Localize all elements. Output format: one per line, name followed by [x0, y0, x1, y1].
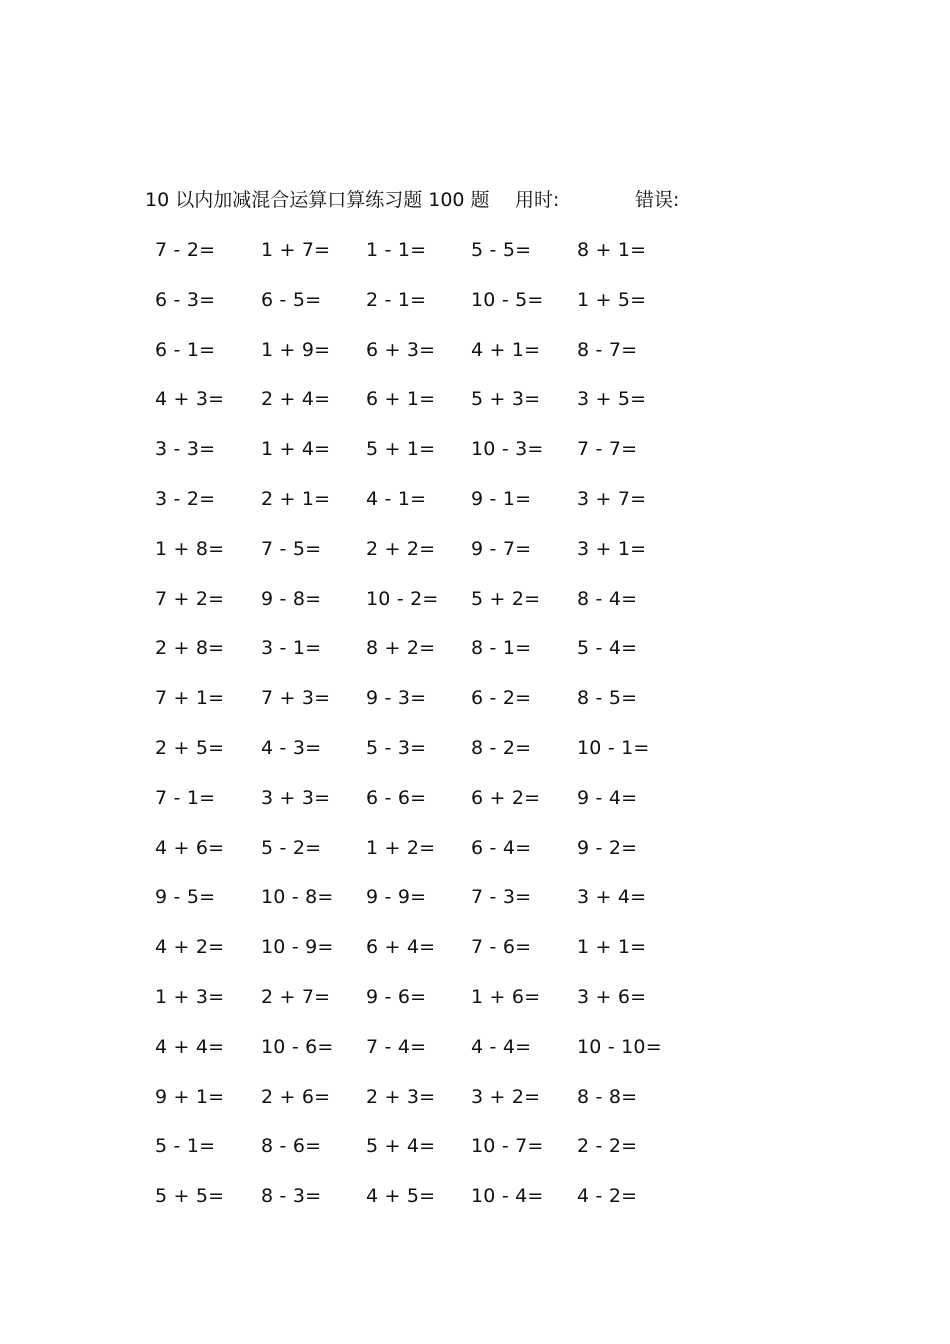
arithmetic-problem: 10 - 2= — [366, 587, 439, 610]
arithmetic-problem: 4 - 3= — [261, 736, 322, 759]
arithmetic-problem: 7 - 6= — [471, 936, 532, 959]
arithmetic-problem: 7 - 7= — [577, 438, 638, 461]
problem-grid — [145, 236, 705, 1232]
arithmetic-problem: 5 + 1= — [366, 438, 436, 461]
arithmetic-problem: 2 + 4= — [261, 388, 331, 411]
arithmetic-problem: 9 - 2= — [577, 836, 638, 859]
arithmetic-problem: 2 - 1= — [366, 288, 427, 311]
arithmetic-problem: 3 + 3= — [261, 786, 331, 809]
arithmetic-problem: 4 + 6= — [155, 836, 225, 859]
problem-row — [145, 1033, 705, 1083]
arithmetic-problem: 6 + 1= — [366, 388, 436, 411]
problem-row — [145, 634, 705, 684]
arithmetic-problem: 3 - 3= — [155, 438, 216, 461]
arithmetic-problem: 5 + 3= — [471, 388, 541, 411]
arithmetic-problem: 1 - 1= — [366, 239, 427, 261]
arithmetic-problem: 2 - 2= — [577, 1135, 638, 1158]
problem-row — [145, 286, 705, 336]
arithmetic-problem: 5 - 3= — [366, 736, 427, 759]
arithmetic-problem: 5 + 2= — [471, 587, 541, 610]
problem-row — [145, 933, 705, 983]
arithmetic-problem: 1 + 5= — [577, 288, 647, 311]
arithmetic-problem: 10 - 6= — [261, 1035, 334, 1058]
arithmetic-problem: 7 + 2= — [155, 587, 225, 610]
problem-row — [145, 834, 705, 884]
worksheet-title: 10 以内加减混合运算口算练习题 100 题 — [145, 189, 490, 211]
arithmetic-problem: 9 - 3= — [366, 687, 427, 710]
error-count-label: 错误: — [635, 189, 680, 211]
arithmetic-problem: 5 - 2= — [261, 836, 322, 859]
arithmetic-problem: 7 - 4= — [366, 1035, 427, 1058]
arithmetic-problem: 2 + 1= — [261, 487, 331, 510]
arithmetic-problem: 7 + 3= — [261, 687, 331, 710]
arithmetic-problem: 6 - 4= — [471, 836, 532, 859]
arithmetic-problem: 3 - 1= — [261, 637, 322, 660]
arithmetic-problem: 9 - 7= — [471, 537, 532, 560]
problem-row — [145, 883, 705, 933]
arithmetic-problem: 1 + 6= — [471, 985, 541, 1008]
arithmetic-problem: 1 + 9= — [261, 338, 331, 361]
arithmetic-problem: 6 - 1= — [155, 338, 216, 361]
arithmetic-problem: 4 - 1= — [366, 487, 427, 510]
arithmetic-problem: 9 - 6= — [366, 985, 427, 1008]
arithmetic-problem: 7 - 2= — [155, 239, 216, 261]
arithmetic-problem: 6 - 5= — [261, 288, 322, 311]
arithmetic-problem: 3 + 2= — [471, 1085, 541, 1108]
problem-row — [145, 485, 705, 535]
arithmetic-problem: 9 - 4= — [577, 786, 638, 809]
arithmetic-problem: 8 - 3= — [261, 1185, 322, 1208]
arithmetic-problem: 5 - 1= — [155, 1135, 216, 1158]
arithmetic-problem: 7 + 1= — [155, 687, 225, 710]
arithmetic-problem: 10 - 7= — [471, 1135, 544, 1158]
arithmetic-problem: 1 + 3= — [155, 985, 225, 1008]
arithmetic-problem: 8 - 1= — [471, 637, 532, 660]
arithmetic-problem: 4 + 1= — [471, 338, 541, 361]
arithmetic-problem: 8 - 4= — [577, 587, 638, 610]
problem-row — [145, 1083, 705, 1133]
arithmetic-problem: 9 - 9= — [366, 886, 427, 909]
arithmetic-problem: 3 + 6= — [577, 985, 647, 1008]
arithmetic-problem: 6 + 4= — [366, 936, 436, 959]
arithmetic-problem: 10 - 3= — [471, 438, 544, 461]
arithmetic-problem: 6 - 6= — [366, 786, 427, 809]
arithmetic-problem: 7 - 3= — [471, 886, 532, 909]
arithmetic-problem: 1 + 8= — [155, 537, 225, 560]
arithmetic-problem: 1 + 4= — [261, 438, 331, 461]
arithmetic-problem: 3 + 4= — [577, 886, 647, 909]
arithmetic-problem: 6 - 2= — [471, 687, 532, 710]
problem-row — [145, 336, 705, 386]
arithmetic-problem: 10 - 10= — [577, 1035, 662, 1058]
problem-row — [145, 385, 705, 435]
problem-row — [145, 1132, 705, 1182]
arithmetic-problem: 8 - 6= — [261, 1135, 322, 1158]
arithmetic-problem: 8 - 2= — [471, 736, 532, 759]
arithmetic-problem: 9 - 5= — [155, 886, 216, 909]
arithmetic-problem: 10 - 1= — [577, 736, 650, 759]
arithmetic-problem: 1 + 7= — [261, 239, 331, 261]
arithmetic-problem: 2 + 7= — [261, 985, 331, 1008]
arithmetic-problem: 3 + 1= — [577, 537, 647, 560]
problem-row — [145, 684, 705, 734]
problem-row — [145, 585, 705, 635]
problem-row — [145, 435, 705, 485]
arithmetic-problem: 1 + 1= — [577, 936, 647, 959]
arithmetic-problem: 7 - 5= — [261, 537, 322, 560]
arithmetic-problem: 5 - 4= — [577, 637, 638, 660]
arithmetic-problem: 2 + 5= — [155, 736, 225, 759]
arithmetic-problem: 10 - 9= — [261, 936, 334, 959]
arithmetic-problem: 3 - 2= — [155, 487, 216, 510]
arithmetic-problem: 9 - 8= — [261, 587, 322, 610]
arithmetic-problem: 4 - 2= — [577, 1185, 638, 1208]
arithmetic-problem: 7 - 1= — [155, 786, 216, 809]
arithmetic-problem: 8 - 8= — [577, 1085, 638, 1108]
problem-row — [145, 983, 705, 1033]
arithmetic-problem: 8 - 7= — [577, 338, 638, 361]
arithmetic-problem: 5 + 5= — [155, 1185, 225, 1208]
arithmetic-problem: 10 - 5= — [471, 288, 544, 311]
arithmetic-problem: 3 + 5= — [577, 388, 647, 411]
arithmetic-problem: 2 + 2= — [366, 537, 436, 560]
problem-row — [145, 1182, 705, 1232]
arithmetic-problem: 3 + 7= — [577, 487, 647, 510]
arithmetic-problem: 8 + 1= — [577, 239, 647, 261]
arithmetic-problem: 4 + 4= — [155, 1035, 225, 1058]
arithmetic-problem: 5 - 5= — [471, 239, 532, 261]
arithmetic-problem: 9 + 1= — [155, 1085, 225, 1108]
arithmetic-problem: 4 + 3= — [155, 388, 225, 411]
arithmetic-problem: 1 + 2= — [366, 836, 436, 859]
arithmetic-problem: 10 - 8= — [261, 886, 334, 909]
arithmetic-problem: 9 - 1= — [471, 487, 532, 510]
problem-row — [145, 784, 705, 834]
problem-row — [145, 236, 705, 286]
arithmetic-problem: 2 + 6= — [261, 1085, 331, 1108]
arithmetic-problem: 6 + 2= — [471, 786, 541, 809]
arithmetic-problem: 4 + 2= — [155, 936, 225, 959]
time-used-label: 用时: — [515, 189, 560, 211]
arithmetic-problem: 6 + 3= — [366, 338, 436, 361]
problem-row — [145, 734, 705, 784]
arithmetic-problem: 8 + 2= — [366, 637, 436, 660]
arithmetic-problem: 4 + 5= — [366, 1185, 436, 1208]
arithmetic-problem: 10 - 4= — [471, 1185, 544, 1208]
arithmetic-problem: 8 - 5= — [577, 687, 638, 710]
arithmetic-problem: 2 + 3= — [366, 1085, 436, 1108]
arithmetic-problem: 2 + 8= — [155, 637, 225, 660]
problem-row — [145, 535, 705, 585]
arithmetic-problem: 5 + 4= — [366, 1135, 436, 1158]
arithmetic-problem: 6 - 3= — [155, 288, 216, 311]
arithmetic-problem: 4 - 4= — [471, 1035, 532, 1058]
